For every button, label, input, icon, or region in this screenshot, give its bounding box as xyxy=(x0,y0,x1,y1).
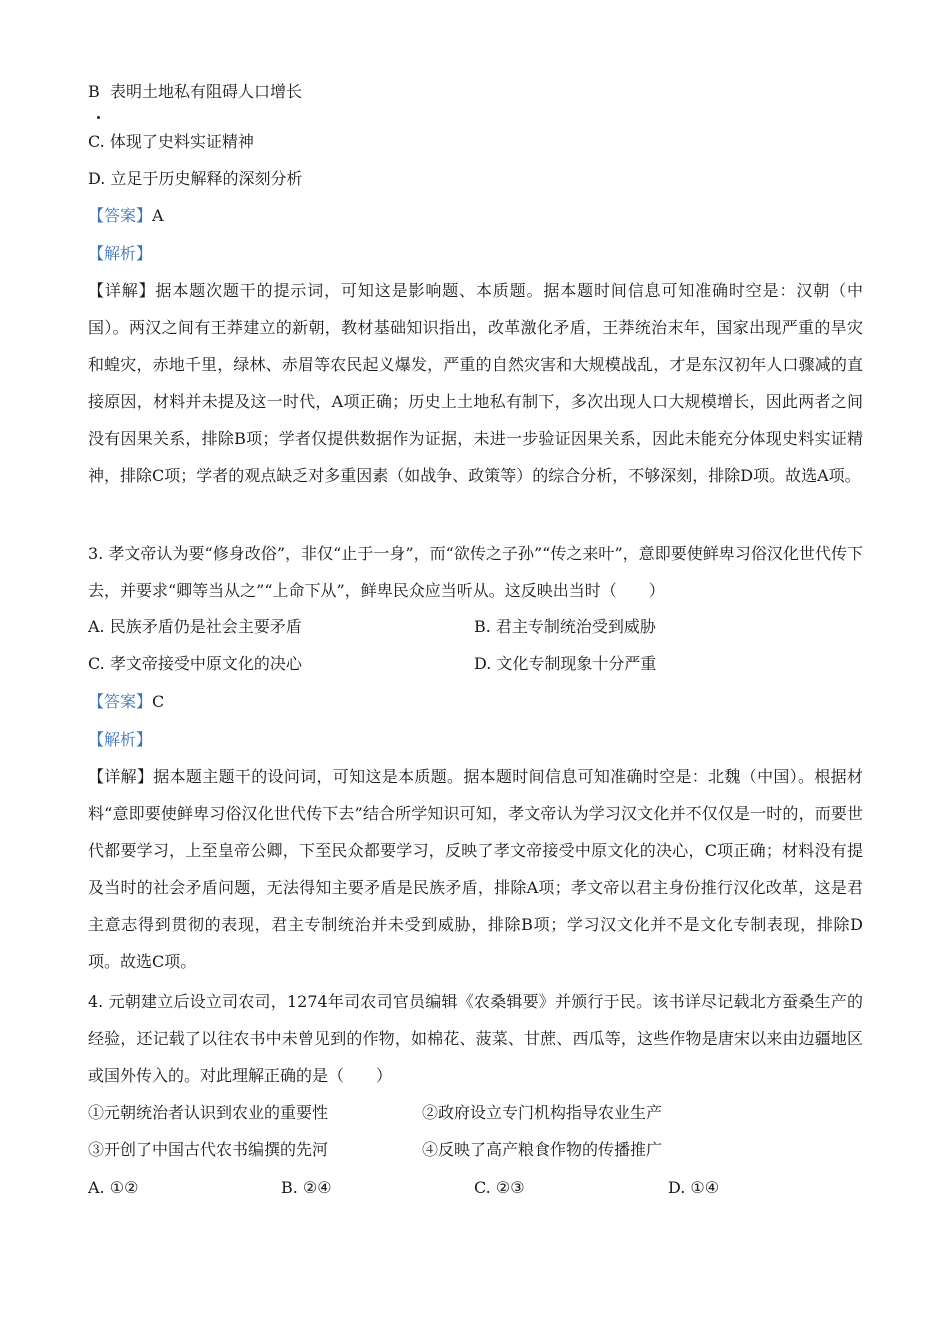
option-label: B xyxy=(88,82,100,101)
q4-choice-a: A. ①② xyxy=(88,1178,139,1197)
q2-option-c xyxy=(88,132,254,152)
q3-analysis-tag: 【解析】 xyxy=(88,730,153,749)
answer-value: C xyxy=(152,692,165,711)
q2-option-b xyxy=(88,82,302,102)
q4-item-2: ②政府设立专门机构指导农业生产 xyxy=(422,1103,663,1122)
detail-tag: 【详解】 xyxy=(88,281,156,300)
answer-value: A xyxy=(152,206,164,225)
answer-tag: 【答案】 xyxy=(88,692,153,711)
q2-answer xyxy=(88,206,164,226)
dot-mark xyxy=(97,116,100,119)
q4-item-3: ③开创了中国古代农书编撰的先河 xyxy=(88,1140,329,1159)
q2-analysis-tag: 【解析】 xyxy=(88,244,153,263)
q3-stem: 3. 孝文帝认为要“修身改俗”，非仅“止于一身”，而“欲传之子孙”“传之来叶”，意即要使鲜卑习俗汉化世代传下去，并要求“卿等当从之”“上命下从”，鲜卑民众应当听从。这反映出当时（ ） xyxy=(88,544,863,600)
q4-item-1: ①元朝统治者认识到农业的重要性 xyxy=(88,1103,329,1122)
option-text: 立足于历史解释的深刻分析 xyxy=(110,169,303,188)
q4-choice-d: D. ①④ xyxy=(668,1178,720,1197)
q4-item-4: ④反映了高产粮食作物的传播推广 xyxy=(422,1140,663,1159)
answer-tag: 【答案】 xyxy=(88,206,153,225)
q3-option-a: A. 民族矛盾仍是社会主要矛盾 xyxy=(88,617,302,636)
q4-stem: 4. 元朝建立后设立司农司，1274年司农司官员编辑《农桑辑要》并颁行于民。该书详尽记载北方蚕桑生产的经验，还记载了以往农书中未曾见到的作物，如棉花、菠菜、甘蔗、西瓜等，这些作物是唐宋以来由边疆地区或国外传入的。对此理解正确的是（ ） xyxy=(88,992,863,1085)
q2-option-d xyxy=(88,169,302,189)
option-label: D. xyxy=(88,169,106,188)
detail-text: 据本题主题干的设问词，可知这是本质题。据本题时间信息可知准确时空是：北魏（中国）。根据材料“意即要使鲜卑习俗汉化世代传下去”结合所学知识可知，孝文帝认为学习汉文化并不仅仅是一时的，而要世代都要学习，上至皇帝公卿，下至民众都要学习，反映了孝文帝接受中原文化的决心，C项正确；材料没有提及当时的社会矛盾问题，无法得知主要矛盾是民族矛盾，排除A项；孝文帝以君主身份推行汉化改革，这是君主意志得到贯彻的表现，君主专制统治并未受到威胁，排除B项；学习汉文化并不是文化专制表现，排除D项。故选C项。 xyxy=(88,767,863,971)
option-text: 体现了史料实证精神 xyxy=(109,132,254,151)
detail-text: 据本题次题干的提示词，可知这是影响题、本质题。据本题时间信息可知准确时空是：汉朝（中国）。两汉之间有王莽建立的新朝，教材基础知识指出，改革激化矛盾，王莽统治末年，国家出现严重的旱灾和蝗灾，赤地千里，绿林、赤眉等农民起义爆发，严重的自然灾害和大规模战乱，才是东汉初年人口骤减的直接原因，材料并未提及这一时代，A项正确；历史上土地私有制下，多次出现人口大规模增长，因此两者之间没有因果关系，排除B项；学者仅提供数据作为证据，未进一步验证因果关系，因此未能充分体现史料实证精神，排除C项；学者的观点缺乏对多重因素（如战争、政策等）的综合分析，不够深刻，排除D项。故选A项。 xyxy=(88,281,863,485)
option-label: C. xyxy=(88,132,105,151)
q3-option-b: B. 君主专制统治受到威胁 xyxy=(474,617,656,636)
q3-option-d: D. 文化专制现象十分严重 xyxy=(474,654,657,673)
q3-option-c: C. 孝文帝接受中原文化的决心 xyxy=(88,654,302,673)
option-text: 表明土地私有阻碍人口增长 xyxy=(109,82,302,101)
q2-detail xyxy=(88,272,863,494)
q3-answer xyxy=(88,692,164,712)
q4-choice-c: C. ②③ xyxy=(474,1178,525,1197)
detail-tag: 【详解】 xyxy=(88,767,154,786)
q4-choice-b: B. ②④ xyxy=(281,1178,332,1197)
q3-detail xyxy=(88,758,863,980)
